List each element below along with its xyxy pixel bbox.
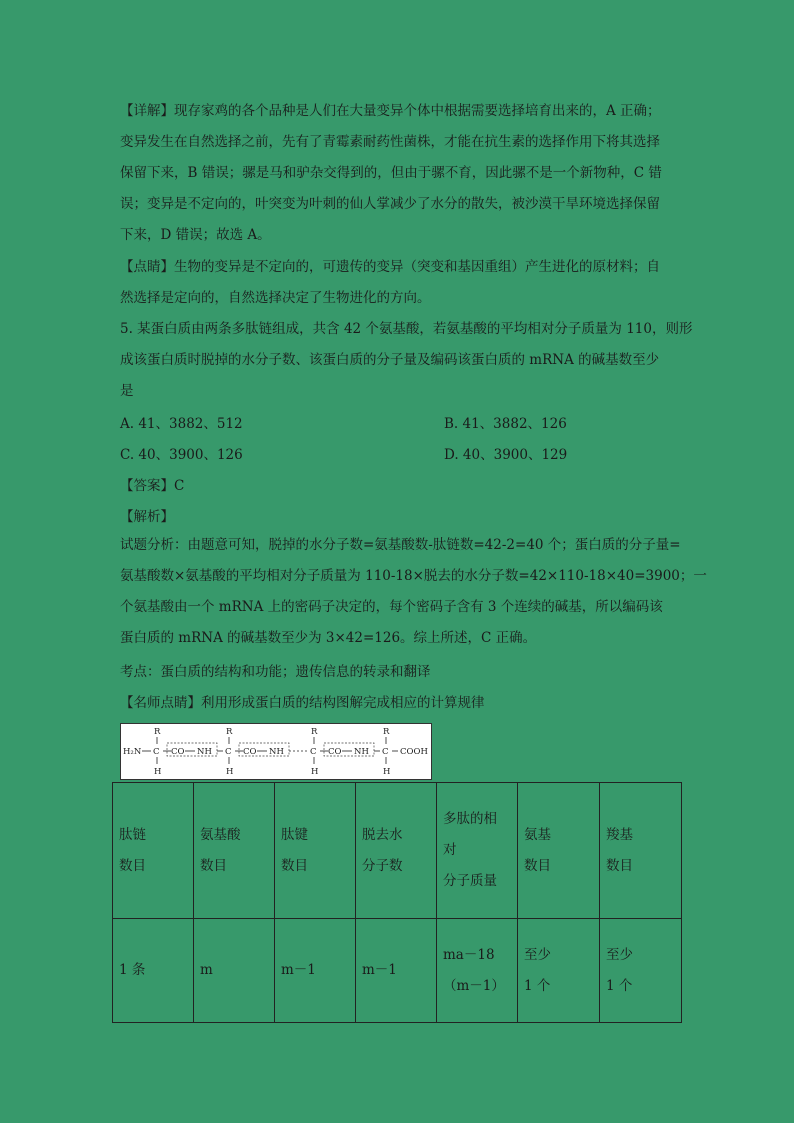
- table-header-cell: 氨基酸 数目: [194, 783, 275, 919]
- diagram-nh: NH: [197, 747, 212, 757]
- analysis-line: 氨基酸数×氨基酸的平均相对分子质量为 110-18×脱去的水分子数=42×110-18×40=3900；一: [120, 568, 707, 584]
- diagram-h: H: [383, 767, 391, 777]
- question-line: 成该蛋白质时脱掉的水分子数、该蛋白质的分子量及编码该蛋白质的 mRNA 的碱基数至少: [120, 352, 660, 368]
- diagram-h: H: [154, 767, 162, 777]
- table-header-cell: 多肽的相 对 分子质量: [437, 783, 518, 919]
- diagram-c: C: [310, 747, 317, 757]
- diagram-h: H: [226, 767, 234, 777]
- diagram-h2n: H₂N: [123, 747, 142, 757]
- table-header-cell: 肽链 数目: [113, 783, 194, 919]
- diagram-c: C: [382, 747, 389, 757]
- diagram-r: R: [154, 727, 161, 737]
- analysis-paragraph: [120, 530, 707, 654]
- diagram-r: R: [383, 727, 390, 737]
- diagram-nh: NH: [354, 747, 369, 757]
- diagram-co: CO: [328, 747, 342, 757]
- question-stem: [120, 314, 693, 407]
- peptide-structure-svg: [121, 724, 431, 779]
- analysis-heading: 【解析】: [120, 509, 174, 525]
- table-cell: 至少 1 个: [518, 919, 600, 1023]
- diagram-co: CO: [243, 747, 257, 757]
- diagram-nh: NH: [269, 747, 284, 757]
- diagram-r: R: [311, 727, 318, 737]
- explanation-line: 误；变异是不定向的，叶突变为叶刺的仙人掌减少了水分的散失，被沙漠干旱环境选择保留: [120, 196, 660, 212]
- diagram-co: CO: [171, 747, 185, 757]
- key-point-line: 【点睛】生物的变异是不定向的，可遗传的变异（突变和基因重组）产生进化的原材料；自: [120, 259, 660, 275]
- table-header-row: [113, 783, 682, 919]
- table-cell: m－1: [275, 919, 356, 1023]
- analysis-line: 个氨基酸由一个 mRNA 上的密码子决定的，每个密码子含有 3 个连续的碱基，所以编码该: [120, 599, 663, 615]
- answer-label: 【答案】C: [120, 478, 185, 494]
- peptide-structure-diagram: [120, 723, 432, 780]
- option-d: D. 40、3900、129: [444, 447, 568, 463]
- option-b: B. 41、3882、126: [444, 416, 567, 432]
- table-row: [113, 919, 682, 1023]
- explanation-paragraph: [120, 96, 676, 251]
- table-header-cell: 肽键 数目: [275, 783, 356, 919]
- teacher-note: 【名师点睛】利用形成蛋白质的结构图解完成相应的计算规律: [120, 695, 485, 711]
- table-header-cell: 脱去水 分子数: [356, 783, 437, 919]
- table-cell: ma－18 （m－1）: [437, 919, 518, 1023]
- table-cell: m: [194, 919, 275, 1023]
- diagram-c: C: [225, 747, 232, 757]
- explanation-line: 【详解】现存家鸡的各个品种是人们在大量变异个体中根据需要选择培育出来的，A 正确；: [120, 103, 661, 119]
- table-header-cell: 羧基 数目: [600, 783, 682, 919]
- analysis-line: 蛋白质的 mRNA 的碱基数至少为 3×42=126。综上所述，C 正确。: [120, 630, 537, 646]
- table-cell: 1 条: [113, 919, 194, 1023]
- explanation-line: 保留下来，B 错误；骡是马和驴杂交得到的，但由于骡不育，因此骡不是一个新物种，C 错: [120, 165, 662, 181]
- table-cell: 至少 1 个: [600, 919, 682, 1023]
- key-point-paragraph: [120, 252, 676, 314]
- option-c: C. 40、3900、126: [120, 447, 243, 463]
- key-point-line: 然选择是定向的，自然选择决定了生物进化的方向。: [120, 290, 431, 306]
- diagram-cooh: COOH: [400, 747, 428, 757]
- option-a: A. 41、3882、512: [120, 416, 243, 432]
- calculation-rule-table: [112, 782, 682, 1023]
- analysis-line: 试题分析：由题意可知，脱掉的水分子数=氨基酸数-肽链数=42-2=40 个；蛋白质的分子量=: [120, 537, 681, 553]
- exam-point: 考点：蛋白质的结构和功能；遗传信息的转录和翻译: [120, 664, 431, 680]
- diagram-c: C: [153, 747, 160, 757]
- question-line: 是: [120, 383, 134, 399]
- explanation-line: 下来，D 错误；故选 A。: [120, 227, 271, 243]
- table-cell: m－1: [356, 919, 437, 1023]
- explanation-line: 变异发生在自然选择之前，先有了青霉素耐药性菌株，才能在抗生素的选择作用下将其选择: [120, 134, 660, 150]
- diagram-r: R: [226, 727, 233, 737]
- diagram-h: H: [311, 767, 319, 777]
- question-line: 5. 某蛋白质由两条多肽链组成，共含 42 个氨基酸，若氨基酸的平均相对分子质量为 110，则形: [120, 321, 693, 337]
- table-header-cell: 氨基 数目: [518, 783, 600, 919]
